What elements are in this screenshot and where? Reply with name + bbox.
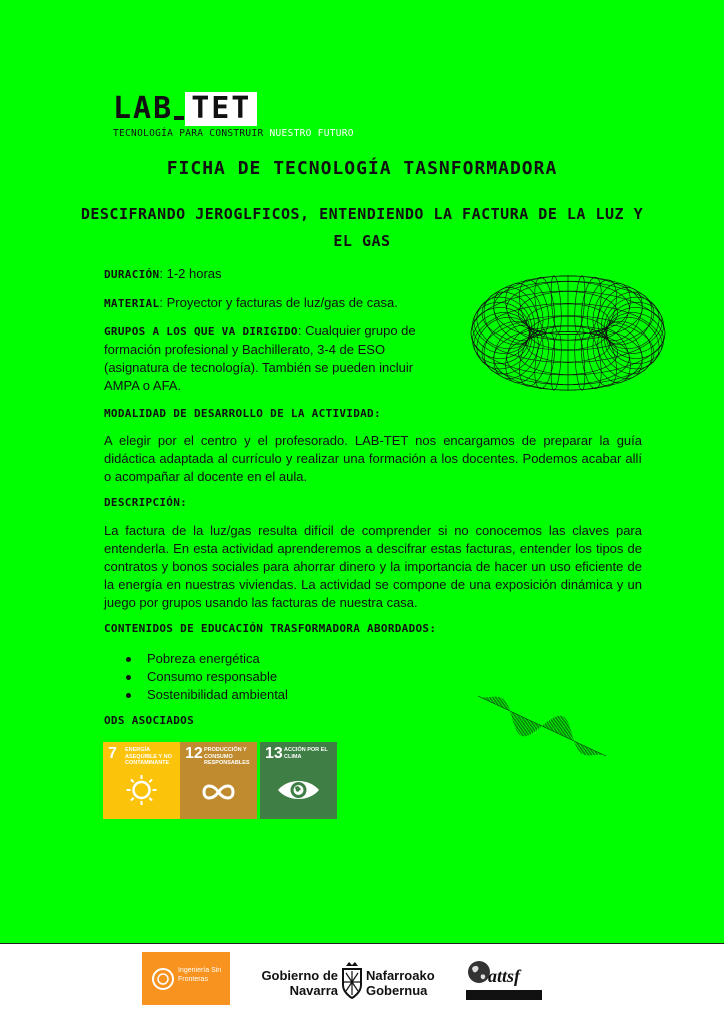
contenidos-list xyxy=(126,650,288,704)
material-value: : Proyector y facturas de luz/gas de casa. xyxy=(159,295,398,310)
logo-tet-text: TET xyxy=(185,92,257,126)
isf-name: Ingeniería Sin Fronteras xyxy=(178,967,222,983)
duracion-line xyxy=(104,265,222,284)
ods-7-card xyxy=(103,742,180,819)
tagline-main: TECNOLOGÍA PARA CONSTRUIR xyxy=(113,128,270,139)
modalidad-text: A elegir por el centro y el profesorado. LAB-TET nos encargamos de preparar la guía didáctica adaptada al currículo y realizar una formación a los docentes. Podemos acabar allí o acompañar al docente en el aula. xyxy=(104,433,642,484)
contenidos-label: CONTENIDOS DE EDUCACIÓN TRASFORMADORA ABORDADOS: xyxy=(104,622,437,635)
list-item: Pobreza energética xyxy=(126,650,288,668)
grupos-value: : Cualquier grupo de formación profesional y Bachillerato, 3-4 de ESO (asignatura de tecnología). También se pueden incluir AMPA o AFA. xyxy=(104,323,416,393)
nav-name-eu: Nafarroako Gobernua xyxy=(366,968,435,998)
page-subtitle: DESCIFRANDO JEROGLFICOS, ENTENDIENDO LA FACTURA DE LA LUZ Y EL GAS xyxy=(80,205,644,250)
gobierno-navarra-logo xyxy=(258,958,434,1004)
ods-number: 7 xyxy=(108,745,117,762)
ods-label: ODS ASOCIADOS xyxy=(104,714,194,727)
attsf-name: attsf xyxy=(488,966,521,986)
isf-logo xyxy=(142,952,230,1005)
attsf-logo xyxy=(466,956,542,1002)
duracion-label: DURACIÓN xyxy=(104,268,160,281)
lab-tet-logo xyxy=(113,92,354,139)
wave-illustration xyxy=(474,676,610,772)
tagline-highlight: NUESTRO FUTURO xyxy=(269,128,354,139)
isf-emblem-icon xyxy=(148,964,178,994)
infinity-icon xyxy=(180,742,257,819)
descripcion-text: La factura de la luz/gas resulta difícil de comprender si no conocemos las claves para entenderla. En esta actividad aprenderemos a descifrar estas facturas, entender los tipos de contratos y bonos sociales para ahorrar dinero y la importancia de hacer un uso eficiente de la energía en nuestras viviendas. La actividad se compone de una exposición dinámica y un juego por grupos usando las facturas de nuestra casa. xyxy=(104,523,642,610)
logo-tagline xyxy=(113,128,354,139)
navarra-shield-icon xyxy=(340,960,364,1000)
list-item: Sostenibilidad ambiental xyxy=(126,686,288,704)
attsf-caption-bar xyxy=(466,990,542,1000)
page-title: FICHA DE TECNOLOGÍA TASNFORMADORA xyxy=(166,158,558,179)
material-line xyxy=(104,294,398,313)
ods-number: 12 xyxy=(185,745,203,762)
ods-card-label: ENERGÍA ASEQUIBLE Y NO CONTAMINANTE xyxy=(125,747,172,766)
duracion-value: : 1-2 horas xyxy=(159,266,222,281)
logo-lab-text: LAB xyxy=(113,91,174,126)
ods-number: 13 xyxy=(265,745,283,762)
ods-13-card xyxy=(260,742,337,819)
ods-12-card xyxy=(180,742,257,819)
ods-card-label: PRODUCCIÓN Y CONSUMO RESPONSABLES xyxy=(204,747,250,766)
nav-name-es: Gobierno de Navarra xyxy=(261,968,338,998)
torus-illustration xyxy=(464,270,672,400)
modalidad-label: MODALIDAD DE DESARROLLO DE LA ACTIVIDAD: xyxy=(104,407,381,420)
grupos-paragraph xyxy=(104,322,430,395)
eye-earth-icon xyxy=(260,742,337,819)
logo-dash xyxy=(174,116,184,120)
grupos-label: GRUPOS A LOS QUE VA DIRIGIDO xyxy=(104,325,298,338)
sun-icon xyxy=(103,742,180,819)
descripcion-label: DESCRIPCIÓN: xyxy=(104,496,188,509)
list-item: Consumo responsable xyxy=(126,668,288,686)
material-label: MATERIAL xyxy=(104,297,160,310)
ods-card-label: ACCIÓN POR EL CLIMA xyxy=(284,747,328,760)
